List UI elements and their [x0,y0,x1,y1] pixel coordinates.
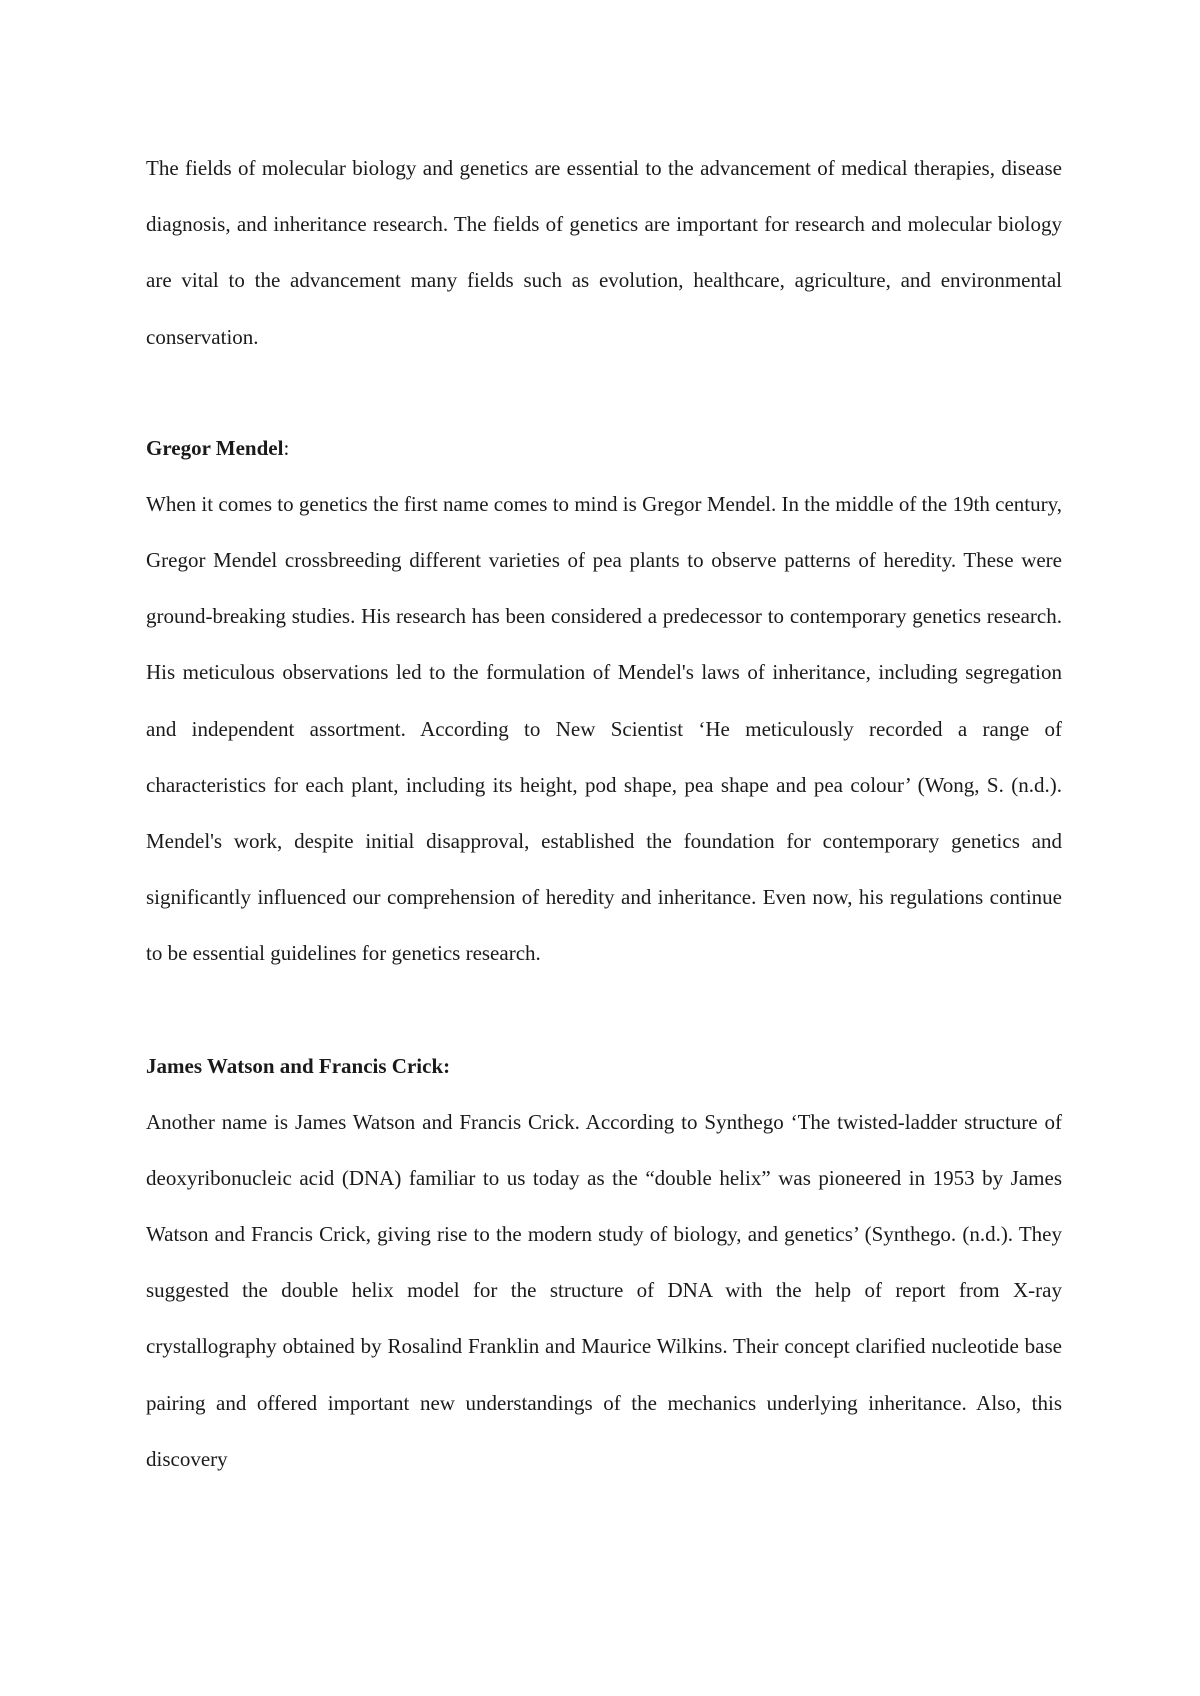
paragraph-spacer [146,982,1062,1038]
paragraph-spacer [146,365,1062,420]
section-heading-text: Gregor Mendel [146,435,284,460]
section-paragraph-watson-crick: Another name is James Watson and Francis Crick. According to Synthego ‘The twisted-ladder structure of deoxyribonucleic acid (DNA) familiar to us today as the “double helix” was pioneered in 1953 by James Watson and Francis Crick, giving rise to the modern study of biology, and genetics’ (Synthego. (n.d.). They suggested the double helix model for the structure of DNA with the help of report from X-ray crystallography obtained by Rosalind Franklin and Maurice Wilkins. Their concept clarified nucleotide base pairing and offered important new understandings of the mechanics underlying inheritance. Also, this discovery [146,1109,1062,1471]
section-heading-colon: : [283,435,290,460]
intro-paragraph: The fields of molecular biology and genetics are essential to the advancement of medical therapies, disease diagnosis, and inheritance research. The fields of genetics are important for research and molecular biology are vital to the advancement many fields such as evolution, healthcare, agriculture, and environmental conservation. [146,156,1062,349]
section-heading-gregor-mendel [146,420,1062,476]
document-body [146,140,1062,1487]
section-paragraph-gregor-mendel: When it comes to genetics the first name comes to mind is Gregor Mendel. In the middle of the 19th century, Gregor Mendel crossbreeding different varieties of pea plants to observe patterns of heredity. These were ground-breaking studies. His research has been considered a predecessor to contemporary genetics research. His meticulous observations led to the formulation of Mendel's laws of inheritance, including segregation and independent assortment. According to New Scientist ‘He meticulously recorded a range of characteristics for each plant, including its height, pod shape, pea shape and pea colour’ (Wong, S. (n.d.). Mendel's work, despite initial disapproval, established the foundation for contemporary genetics and significantly influenced our comprehension of heredity and inheritance. Even now, his regulations continue to be essential guidelines for genetics research. [146,491,1062,966]
section-heading-watson-crick: James Watson and Francis Crick: [146,1053,451,1078]
